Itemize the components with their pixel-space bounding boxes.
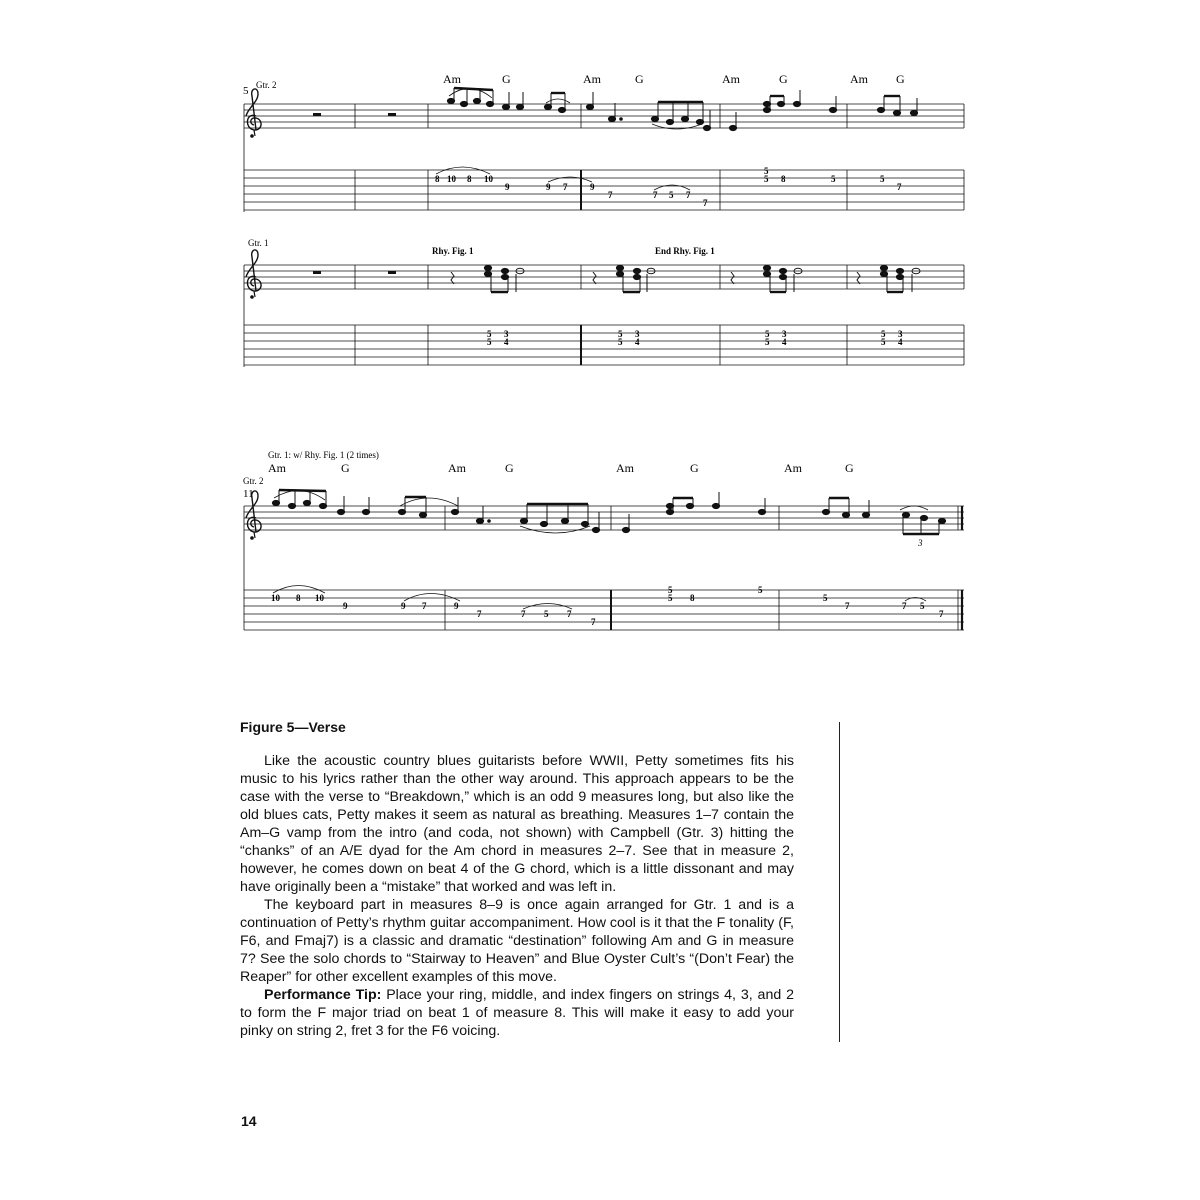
commentary-text: [240, 718, 794, 1040]
whole-rest-icon: [313, 113, 321, 116]
tab-number: 7: [422, 601, 427, 611]
tab-number: 7: [902, 601, 907, 611]
chord-symbol: G: [779, 72, 788, 86]
tab-number: 4: [635, 337, 640, 347]
rhythm-instruction: Gtr. 1: w/ Rhy. Fig. 1 (2 times): [268, 450, 379, 460]
gtr2-tab-staff-system2: [244, 590, 964, 630]
whole-rest-icon: [388, 113, 396, 116]
tab-number: 7: [521, 609, 526, 619]
tab-number: 7: [563, 182, 568, 192]
tab-number: 8: [296, 593, 301, 603]
page-number: 14: [241, 1113, 257, 1129]
tab-number: 5: [618, 337, 623, 347]
tab-number: 5: [880, 174, 885, 184]
tab-number: 9: [454, 601, 459, 611]
tab-number: 5: [881, 329, 886, 339]
tab-number: 5: [765, 337, 770, 347]
tab-number: 9: [343, 601, 348, 611]
triplet-marker: 3: [918, 538, 923, 548]
gtr1-notation-staff: [244, 265, 964, 367]
tab-number: 5: [765, 329, 770, 339]
tab-number: 5: [764, 174, 769, 184]
end-rhy-fig-label: End Rhy. Fig. 1: [655, 246, 715, 256]
tab-number: 9: [590, 182, 595, 192]
chord-symbol: G: [505, 461, 514, 475]
tab-number: 5: [669, 190, 674, 200]
tab-number: 7: [939, 609, 944, 619]
tab-number: 7: [897, 182, 902, 192]
slurs-system1: [449, 88, 702, 129]
rhythm-tab-numbers: [487, 329, 903, 347]
tab-number: 4: [504, 337, 509, 347]
tab-number: 5: [764, 166, 769, 176]
tab-number: 7: [608, 190, 613, 200]
performance-tip-paragraph: [240, 986, 794, 1040]
tab-number: 5: [668, 585, 673, 595]
gtr1-tab-staff: [244, 325, 964, 365]
tab-number: 7: [591, 617, 596, 627]
chord-symbol: Am: [722, 72, 740, 86]
tab-number: 3: [898, 329, 903, 339]
tab-number: 5: [881, 337, 886, 347]
chord-symbol: G: [896, 72, 905, 86]
tab-number: 9: [505, 182, 510, 192]
tab-number: 8: [781, 174, 786, 184]
whole-rest-icon: [313, 271, 321, 274]
tab-number: 5: [668, 593, 673, 603]
chord-symbol: G: [341, 461, 350, 475]
tab-number: 3: [635, 329, 640, 339]
chord-symbol: G: [635, 72, 644, 86]
tab-number: 5: [823, 593, 828, 603]
tab-slurs-system2: [273, 586, 926, 610]
tab-number: 4: [898, 337, 903, 347]
tab-number: 10: [484, 174, 493, 184]
tab-number: 8: [435, 174, 440, 184]
figure-title: Figure 5—Verse: [240, 719, 346, 735]
tab-number: 10: [447, 174, 456, 184]
tab-number: 5: [544, 609, 549, 619]
tab-number: 5: [920, 601, 925, 611]
gtr2-label-system2: Gtr. 2: [243, 476, 264, 486]
tab-number: 5: [487, 337, 492, 347]
chord-symbol: G: [690, 461, 699, 475]
tab-number: 4: [782, 337, 787, 347]
tab-number: 8: [690, 593, 695, 603]
gtr1-label: Gtr. 1: [248, 238, 269, 248]
paragraph-2: The keyboard part in measures 8–9 is once again arranged for Gtr. 1 and is a continuation of Petty’s rhythm guitar accompaniment. How cool is it that the F tonality (F, F6, and Fmaj7) is a classic and dramatic “destination” following Am and G in measure 7? See the solo chords to “Stairway to Heaven” and Blue Oyster Cult’s “(Don’t Fear) the Reaper” for other excellent examples of this move.: [240, 897, 794, 985]
tab-number: 5: [831, 174, 836, 184]
tab-number: 7: [703, 198, 708, 208]
tab-number: 7: [567, 609, 572, 619]
whole-rest-icon: [388, 271, 396, 274]
treble-clef-icon: [246, 250, 261, 299]
tab-number: 7: [686, 190, 691, 200]
tab-number: 5: [487, 329, 492, 339]
chord-symbol: G: [845, 461, 854, 475]
chord-symbol: Am: [443, 72, 461, 86]
gtr2-notation-staff: [244, 104, 964, 212]
chord-symbol: Am: [616, 461, 634, 475]
tab-number: 9: [546, 182, 551, 192]
rhy-fig-label: Rhy. Fig. 1: [432, 246, 474, 256]
rhythm-notes: [451, 265, 920, 292]
performance-tip-text: Place your ring, middle, and index fingers on strings 4, 3, and 2 to form the F major triad on beat 1 of measure 8. This will make it easy to add your pinky on string 2, fret 3 for the F6 voicing.: [240, 987, 794, 1039]
performance-tip-label: Performance Tip:: [264, 987, 382, 1003]
chord-symbol: Am: [850, 72, 868, 86]
gtr2-notation-staff-system2: [244, 506, 964, 630]
tab-number: 5: [618, 329, 623, 339]
tab-number: 3: [504, 329, 509, 339]
paragraph-1: Like the acoustic country blues guitarists before WWII, Petty sometimes fits his music to his lyrics rather than the other way around. This approach appears to be the case with the verse to “Breakdown,” which is an odd 9 measures long, but also like the old blues cats, Petty makes it seem as natural as breathing. Measures 1–7 contain the Am–G vamp from the intro (and coda, not shown) with Campbell (Gtr. 3) hitting the “chanks” of an A/E dyad for the Am chord in measures 2–7. See that in measure 2, however, he comes down on beat 4 of the G chord, which is a little dissonant and may have originally been a “mistake” that worked and was left in.: [240, 753, 794, 895]
tab-number: 9: [401, 601, 406, 611]
tab-number: 3: [782, 329, 787, 339]
tab-number: 8: [467, 174, 472, 184]
tab-number: 7: [845, 601, 850, 611]
chord-symbol: Am: [268, 461, 286, 475]
tab-number: 7: [653, 190, 658, 200]
gtr2-tab-staff: [244, 170, 964, 210]
tab-number: 10: [315, 593, 324, 603]
tab-number: 7: [477, 609, 482, 619]
measure-number-5: 5: [243, 85, 249, 97]
gtr2-label-system1: Gtr. 2: [256, 80, 277, 90]
chord-symbol: Am: [583, 72, 601, 86]
measure-number-11: 11: [243, 488, 254, 500]
column-divider: [839, 722, 840, 1042]
tab-number: 10: [271, 593, 280, 603]
chord-symbol: G: [502, 72, 511, 86]
tab-number: 5: [758, 585, 763, 595]
chord-symbol: Am: [448, 461, 466, 475]
chord-symbol: Am: [784, 461, 802, 475]
